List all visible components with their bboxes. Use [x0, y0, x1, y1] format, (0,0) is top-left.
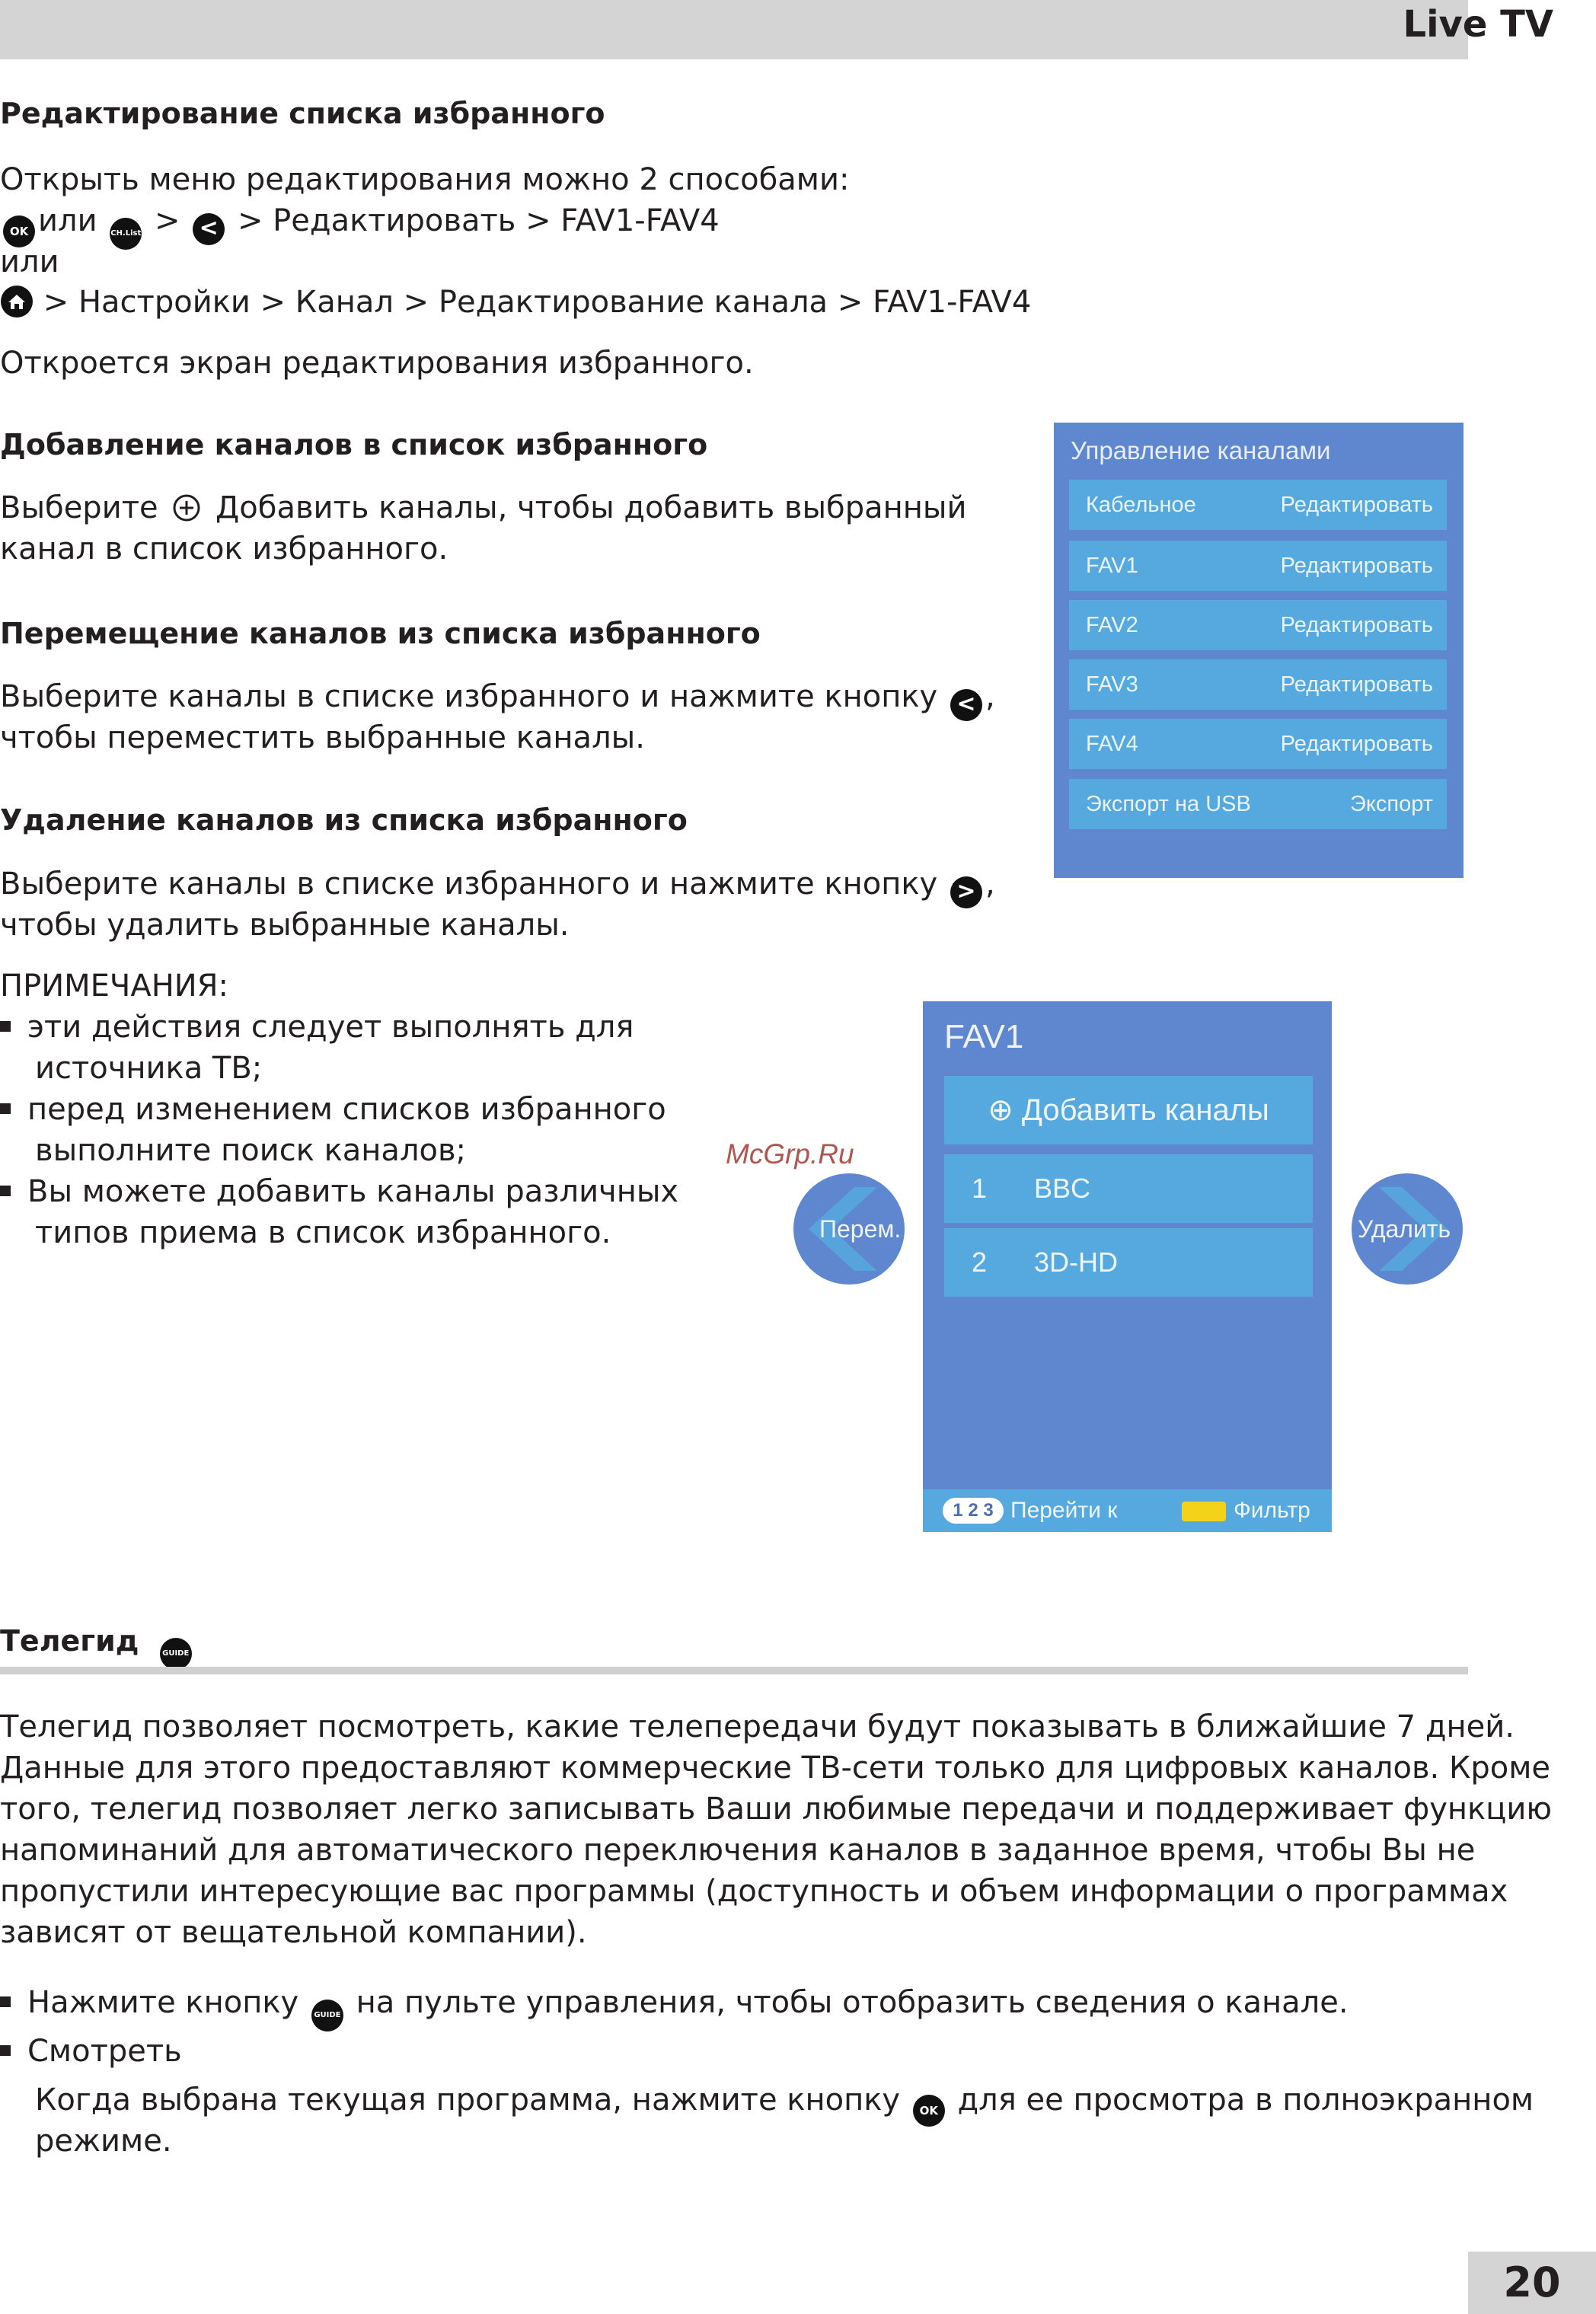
- add-line-1: [0, 487, 966, 533]
- channel-panel-title: Управление каналами: [1071, 436, 1331, 464]
- header-bar: [0, 0, 1468, 59]
- bullet-icon: [0, 2045, 11, 2056]
- channel-panel-row[interactable]: [1069, 600, 1447, 650]
- guide-bullet: [0, 1982, 1349, 2032]
- channel-panel-row[interactable]: [1069, 480, 1447, 530]
- section-title-move: Перемещение каналов из списка избранного: [0, 617, 761, 650]
- ok-button-icon: OK: [3, 215, 35, 247]
- note-item-line: выполните поиск каналов;: [35, 1133, 467, 1168]
- page-number: 20: [1468, 2252, 1596, 2314]
- header-title: Live TV: [1403, 3, 1553, 46]
- move-line-1-end: ,: [985, 679, 995, 714]
- note-item: [0, 1171, 678, 1212]
- move-button-label: Перем.: [819, 1215, 902, 1243]
- notes-title: ПРИМЕЧАНИЯ:: [0, 969, 228, 1004]
- left-arrow-button-icon: <: [950, 689, 982, 721]
- add-line-1-after: Добавить каналы, чтобы добавить выбранный: [215, 490, 967, 525]
- note-item: [0, 1089, 666, 1130]
- row-label: FAV3: [1086, 672, 1138, 697]
- guide-bullet: [0, 2031, 182, 2072]
- edit-path-1: [0, 200, 720, 250]
- guide-bullet-before: Нажмите кнопку: [27, 1985, 299, 2020]
- right-arrow-button-icon: >: [950, 876, 982, 908]
- row-label: Экспорт на USB: [1086, 792, 1251, 816]
- note-item-line: источника ТВ;: [35, 1051, 263, 1086]
- guide-paragraph-line: Данные для этого предоставляют коммерческие ТВ-сети только для цифровых каналов. Кроме: [0, 1751, 1551, 1786]
- row-action[interactable]: Экспорт: [1350, 792, 1433, 816]
- path2-rest: > Настройки > Канал > Редактирование канала > FAV1-FAV4: [43, 285, 1032, 320]
- delete-button[interactable]: [1352, 1173, 1463, 1285]
- row-action[interactable]: Редактировать: [1280, 554, 1433, 578]
- add-channels-label: ⊕ Добавить каналы: [988, 1093, 1269, 1127]
- guide-paragraph-line: того, телегид позволяет легко записывать Ваши любимые передачи и поддерживает функцию: [0, 1792, 1553, 1827]
- fav-panel: [923, 1001, 1332, 1532]
- move-line-1-text: Выберите каналы в списке избранного и нажмите кнопку: [0, 679, 938, 714]
- number-keys-pill: 1 2 3: [943, 1498, 1004, 1524]
- note-item-line: Вы можете добавить каналы различных: [27, 1174, 679, 1209]
- guide-paragraph-line: напоминаний для автоматического переключения каналов в заданное время, чтобы Вы не: [0, 1833, 1476, 1868]
- guide-title-text: Телегид: [0, 1624, 139, 1658]
- section-title-delete: Удаление каналов из списка избранного: [0, 803, 688, 837]
- ok-button-icon: OK: [913, 2095, 945, 2127]
- path1-gt1: >: [155, 203, 180, 238]
- delete-line-1-end: ,: [985, 867, 995, 902]
- channel-panel-row[interactable]: [1069, 779, 1447, 829]
- fav-panel-footer: [923, 1489, 1332, 1532]
- note-item-line: эти действия следует выполнять для: [27, 1010, 634, 1045]
- channel-number: 2: [972, 1246, 988, 1278]
- channel-name: BBC: [1034, 1173, 1091, 1204]
- note-item: [0, 1007, 634, 1048]
- section-divider: [0, 1667, 1468, 1674]
- plus-circle-icon: [172, 492, 201, 533]
- home-icon: [0, 285, 34, 329]
- guide-button-icon: GUIDE: [311, 2000, 343, 2032]
- edit-intro: Открыть меню редактирования можно 2 способами:: [0, 162, 850, 197]
- note-item-line: типов приема в список избранного.: [35, 1215, 611, 1250]
- move-button[interactable]: [793, 1173, 905, 1285]
- add-line-1-before: Выберите: [0, 490, 158, 525]
- section-title-add: Добавление каналов в список избранного: [0, 428, 708, 461]
- row-action[interactable]: Редактировать: [1280, 613, 1433, 637]
- path1-or: или: [38, 203, 97, 238]
- fav-channel-row[interactable]: [944, 1154, 1313, 1223]
- goto-label: Перейти к: [1010, 1498, 1118, 1523]
- fav-panel-title: FAV1: [944, 1018, 1024, 1055]
- edit-or: или: [0, 244, 59, 279]
- row-action[interactable]: Редактировать: [1280, 493, 1433, 517]
- channel-number: 1: [972, 1173, 988, 1204]
- move-line-1: [0, 676, 995, 721]
- delete-line-1-text: Выберите каналы в списке избранного и нажмите кнопку: [0, 867, 938, 902]
- bullet-icon: [0, 1186, 11, 1196]
- guide-paragraph-line: пропустили интересующие вас программы (доступность и объем информации о программах: [0, 1874, 1508, 1909]
- watch-after: для ее просмотра в полноэкранном: [957, 2083, 1534, 2118]
- fav-channel-row[interactable]: [944, 1228, 1313, 1297]
- watch-line-1: [35, 2079, 1534, 2127]
- row-label: FAV2: [1086, 613, 1138, 637]
- watch-line-2: режиме.: [35, 2124, 172, 2159]
- edit-path-2: [0, 282, 1031, 329]
- row-label: FAV1: [1086, 554, 1138, 578]
- bullet-icon: [0, 1996, 11, 2007]
- guide-paragraph-line: зависят от вещательной компании).: [0, 1915, 587, 1950]
- bullet-icon: [0, 1103, 11, 1114]
- section-title-guide: [0, 1624, 195, 1670]
- ch-list-button-icon: CH.List: [110, 218, 142, 250]
- note-item-line: перед изменением списков избранного: [27, 1092, 666, 1127]
- row-action[interactable]: Редактировать: [1280, 732, 1433, 756]
- channel-management-panel: [1054, 423, 1464, 878]
- channel-panel-row[interactable]: [1069, 659, 1447, 710]
- guide-bullet-after: на пульте управления, чтобы отобразить сведения о канале.: [356, 1985, 1349, 2020]
- guide-paragraph-line: Телегид позволяет посмотреть, какие телепередачи будут показывать в ближайшие 7 дней.: [0, 1709, 1515, 1744]
- row-label: FAV4: [1086, 732, 1138, 756]
- row-label: Кабельное: [1086, 493, 1196, 517]
- guide-bullet-watch: Смотреть: [27, 2034, 182, 2069]
- watch-before: Когда выбрана текущая программа, нажмите кнопку: [35, 2083, 901, 2118]
- yellow-key-icon: [1182, 1502, 1226, 1521]
- path1-rest: > Редактировать > FAV1-FAV4: [237, 203, 720, 238]
- channel-panel-row[interactable]: [1069, 541, 1447, 591]
- add-line-2: канал в список избранного.: [0, 531, 448, 567]
- bullet-icon: [0, 1021, 11, 1032]
- left-arrow-button-icon: <: [193, 213, 225, 245]
- section-title-edit: Редактирование списка избранного: [0, 97, 605, 130]
- watermark: McGrp.Ru: [726, 1138, 854, 1170]
- channel-name: 3D-HD: [1034, 1246, 1119, 1278]
- channel-panel-row[interactable]: [1069, 719, 1447, 769]
- delete-line-1: [0, 863, 995, 908]
- row-action[interactable]: Редактировать: [1280, 672, 1433, 697]
- guide-button-icon: GUIDE: [160, 1638, 192, 1670]
- add-channels-button[interactable]: [944, 1076, 1313, 1144]
- delete-line-2: чтобы удалить выбранные каналы.: [0, 908, 570, 943]
- move-line-2: чтобы переместить выбранные каналы.: [0, 720, 645, 755]
- delete-button-label: Удалить: [1358, 1215, 1451, 1243]
- edit-result: Откроется экран редактирования избранного.: [0, 346, 754, 381]
- filter-label: Фильтр: [1234, 1498, 1310, 1523]
